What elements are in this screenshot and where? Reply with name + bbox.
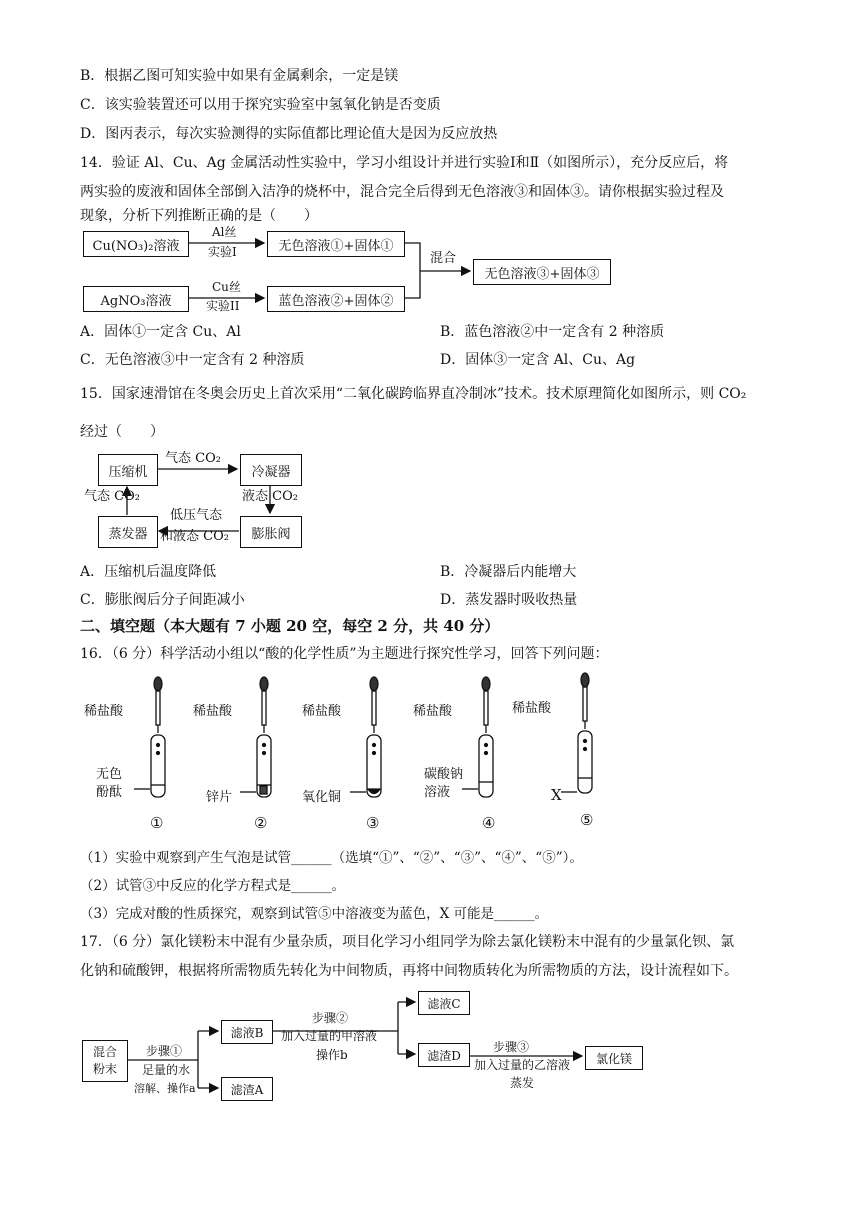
q17-stem-2: 化钠和硫酸钾，根据将所需物质先转化为中间物质，再将中间物质转化为所需物质的方法，设计流程如下。 <box>80 963 738 979</box>
box-evaporator: 蒸发器 <box>98 516 158 548</box>
label-step-3-op: 蒸发 <box>510 1076 535 1090</box>
label-mix: 混合 <box>430 251 457 266</box>
q14-stem-2: 两实验的废液和固体全部倒入洁净的烧杯中，混合完全后得到无色溶液③和固体③。请你根据实验过程及 <box>80 184 724 200</box>
q15-option-d: D．蒸发器时吸收热量 <box>440 592 578 608</box>
acid-label-5: 稀盐酸 <box>512 701 552 716</box>
q14-merge-bracket <box>404 243 420 298</box>
q14-option-b: B．蓝色溶液②中一定含有 2 种溶质 <box>440 324 665 340</box>
box-filtrate-c: 滤液C <box>418 991 470 1015</box>
q16-apparatus <box>134 673 592 797</box>
label-step-3-reagent: 加入过量的乙溶液 <box>474 1058 571 1072</box>
box-residue-d: 滤渣D <box>418 1043 470 1067</box>
tube-4-content: 碳酸钠 溶液 <box>424 767 464 800</box>
q16-part-3: （3）完成对酸的性质探究，观察到试管⑤中溶液变为蓝色，X 可能是______。 <box>80 906 548 922</box>
box-cu-nitrate: Cu(NO₃)₂溶液 <box>83 231 189 257</box>
label-cu-wire: Cu丝 <box>212 280 241 294</box>
label-low-pressure-2: 和液态 CO₂ <box>160 529 229 544</box>
tube-1-content: 无色 酚酞 <box>96 767 123 800</box>
label-gas-co2-top: 气态 CO₂ <box>165 451 221 466</box>
q14-stem-3: 现象，分析下列推断正确的是（ ） <box>80 208 318 224</box>
acid-label-1: 稀盐酸 <box>84 704 124 719</box>
box-blue-solution-2: 蓝色溶液②+固体② <box>267 286 405 312</box>
label-gas-co2-left: 气态 CO₂ <box>84 489 140 504</box>
q16-part-1: （1）实验中观察到产生气泡是试管______（选填“①”、“②”、“③”、“④”、“⑤”）。 <box>80 850 583 866</box>
box-condenser: 冷凝器 <box>240 454 302 486</box>
box-ag-nitrate: AgNO₃溶液 <box>83 286 189 312</box>
box-colorless-solution-3: 无色溶液③+固体③ <box>473 259 611 285</box>
label-step-3: 步骤③ <box>493 1040 530 1054</box>
q16-part-2: （2）试管③中反应的化学方程式是______。 <box>80 878 346 894</box>
dropper-tube-2 <box>240 677 271 797</box>
dropper-tube-1 <box>134 677 165 797</box>
acid-label-2: 稀盐酸 <box>193 704 233 719</box>
q14-option-d: D．固体③一定含 Al、Cu、Ag <box>440 352 636 368</box>
q13-option-c: C．该实验装置还可以用于探究实验室中氢氧化钠是否变质 <box>80 97 441 113</box>
label-step-2: 步骤② <box>312 1011 349 1025</box>
acid-label-3: 稀盐酸 <box>302 704 342 719</box>
tube-3-number: ③ <box>366 814 380 832</box>
q15-option-c: C．膨胀阀后分子间距减小 <box>80 592 245 608</box>
acid-label-4: 稀盐酸 <box>413 704 453 719</box>
dropper-tube-5 <box>561 673 592 793</box>
tube-5-content: X <box>551 786 562 804</box>
label-al-wire: Al丝 <box>212 225 237 239</box>
box-magnesium-chloride: 氯化镁 <box>585 1046 643 1070</box>
box-valve: 膨胀阀 <box>240 516 302 548</box>
label-low-pressure-1: 低压气态 <box>170 508 223 523</box>
label-exp-2: 实验II <box>206 299 240 313</box>
box-residue-a: 滤渣A <box>221 1077 273 1101</box>
q13-option-b: B．根据乙图可知实验中如果有金属剩余，一定是镁 <box>80 68 399 84</box>
q15-stem-2: 经过（ ） <box>80 424 164 440</box>
label-step-1-op: 溶解、操作a <box>134 1082 196 1095</box>
box-compressor: 压缩机 <box>98 454 158 486</box>
q16-stem: 16．（6 分）科学活动小组以“酸的化学性质”为主题进行探究性学习，回答下列问题： <box>80 646 609 662</box>
label-step-2-reagent: 加入过量的甲溶液 <box>281 1029 378 1043</box>
label-liquid-co2: 液态 CO₂ <box>242 489 298 504</box>
dropper-tube-4 <box>462 677 493 797</box>
label-exp-1: 实验I <box>208 245 237 259</box>
tube-2-number: ② <box>254 814 268 832</box>
label-step-1: 步骤① <box>146 1044 183 1058</box>
q14-stem-1: 14．验证 Al、Cu、Ag 金属活动性实验中，学习小组设计并进行实验Ⅰ和Ⅱ（如图所示），充分反应后，将 <box>80 155 729 171</box>
q15-stem-1: 15．国家速滑馆在冬奥会历史上首次采用“二氧化碳跨临界直冷制冰”技术。技术原理简化如图所示，则 CO₂ <box>80 386 747 402</box>
tube-2-content: 锌片 <box>206 790 233 805</box>
dropper-tube-3 <box>350 677 381 797</box>
tube-1-number: ① <box>150 814 164 832</box>
tube-4-number: ④ <box>482 814 496 832</box>
q14-option-c: C．无色溶液③中一定含有 2 种溶质 <box>80 352 305 368</box>
q15-option-a: A．压缩机后温度降低 <box>80 564 217 580</box>
section-2-heading: 二、填空题（本大题有 7 小题 20 空，每空 2 分，共 40 分） <box>80 617 500 635</box>
tube-5-number: ⑤ <box>580 811 594 829</box>
tube-3-content: 氧化铜 <box>302 790 342 805</box>
q13-option-d: D．图丙表示，每次实验测得的实际值都比理论值大是因为反应放热 <box>80 126 498 142</box>
q14-option-a: A．固体①一定含 Cu、Al <box>80 324 241 340</box>
box-filtrate-b: 滤液B <box>221 1020 273 1044</box>
q17-stem-1: 17．（6 分）氯化镁粉末中混有少量杂质，项目化学习小组同学为除去氯化镁粉末中混有的少量氯化钡、氯 <box>80 934 735 950</box>
q15-option-b: B．冷凝器后内能增大 <box>440 564 577 580</box>
box-colorless-solution-1: 无色溶液①+固体① <box>267 231 405 257</box>
box-mixed-powder: 混合 粉末 <box>82 1040 128 1082</box>
label-step-2-op: 操作b <box>316 1048 348 1062</box>
label-step-1-water: 足量的水 <box>142 1063 191 1077</box>
